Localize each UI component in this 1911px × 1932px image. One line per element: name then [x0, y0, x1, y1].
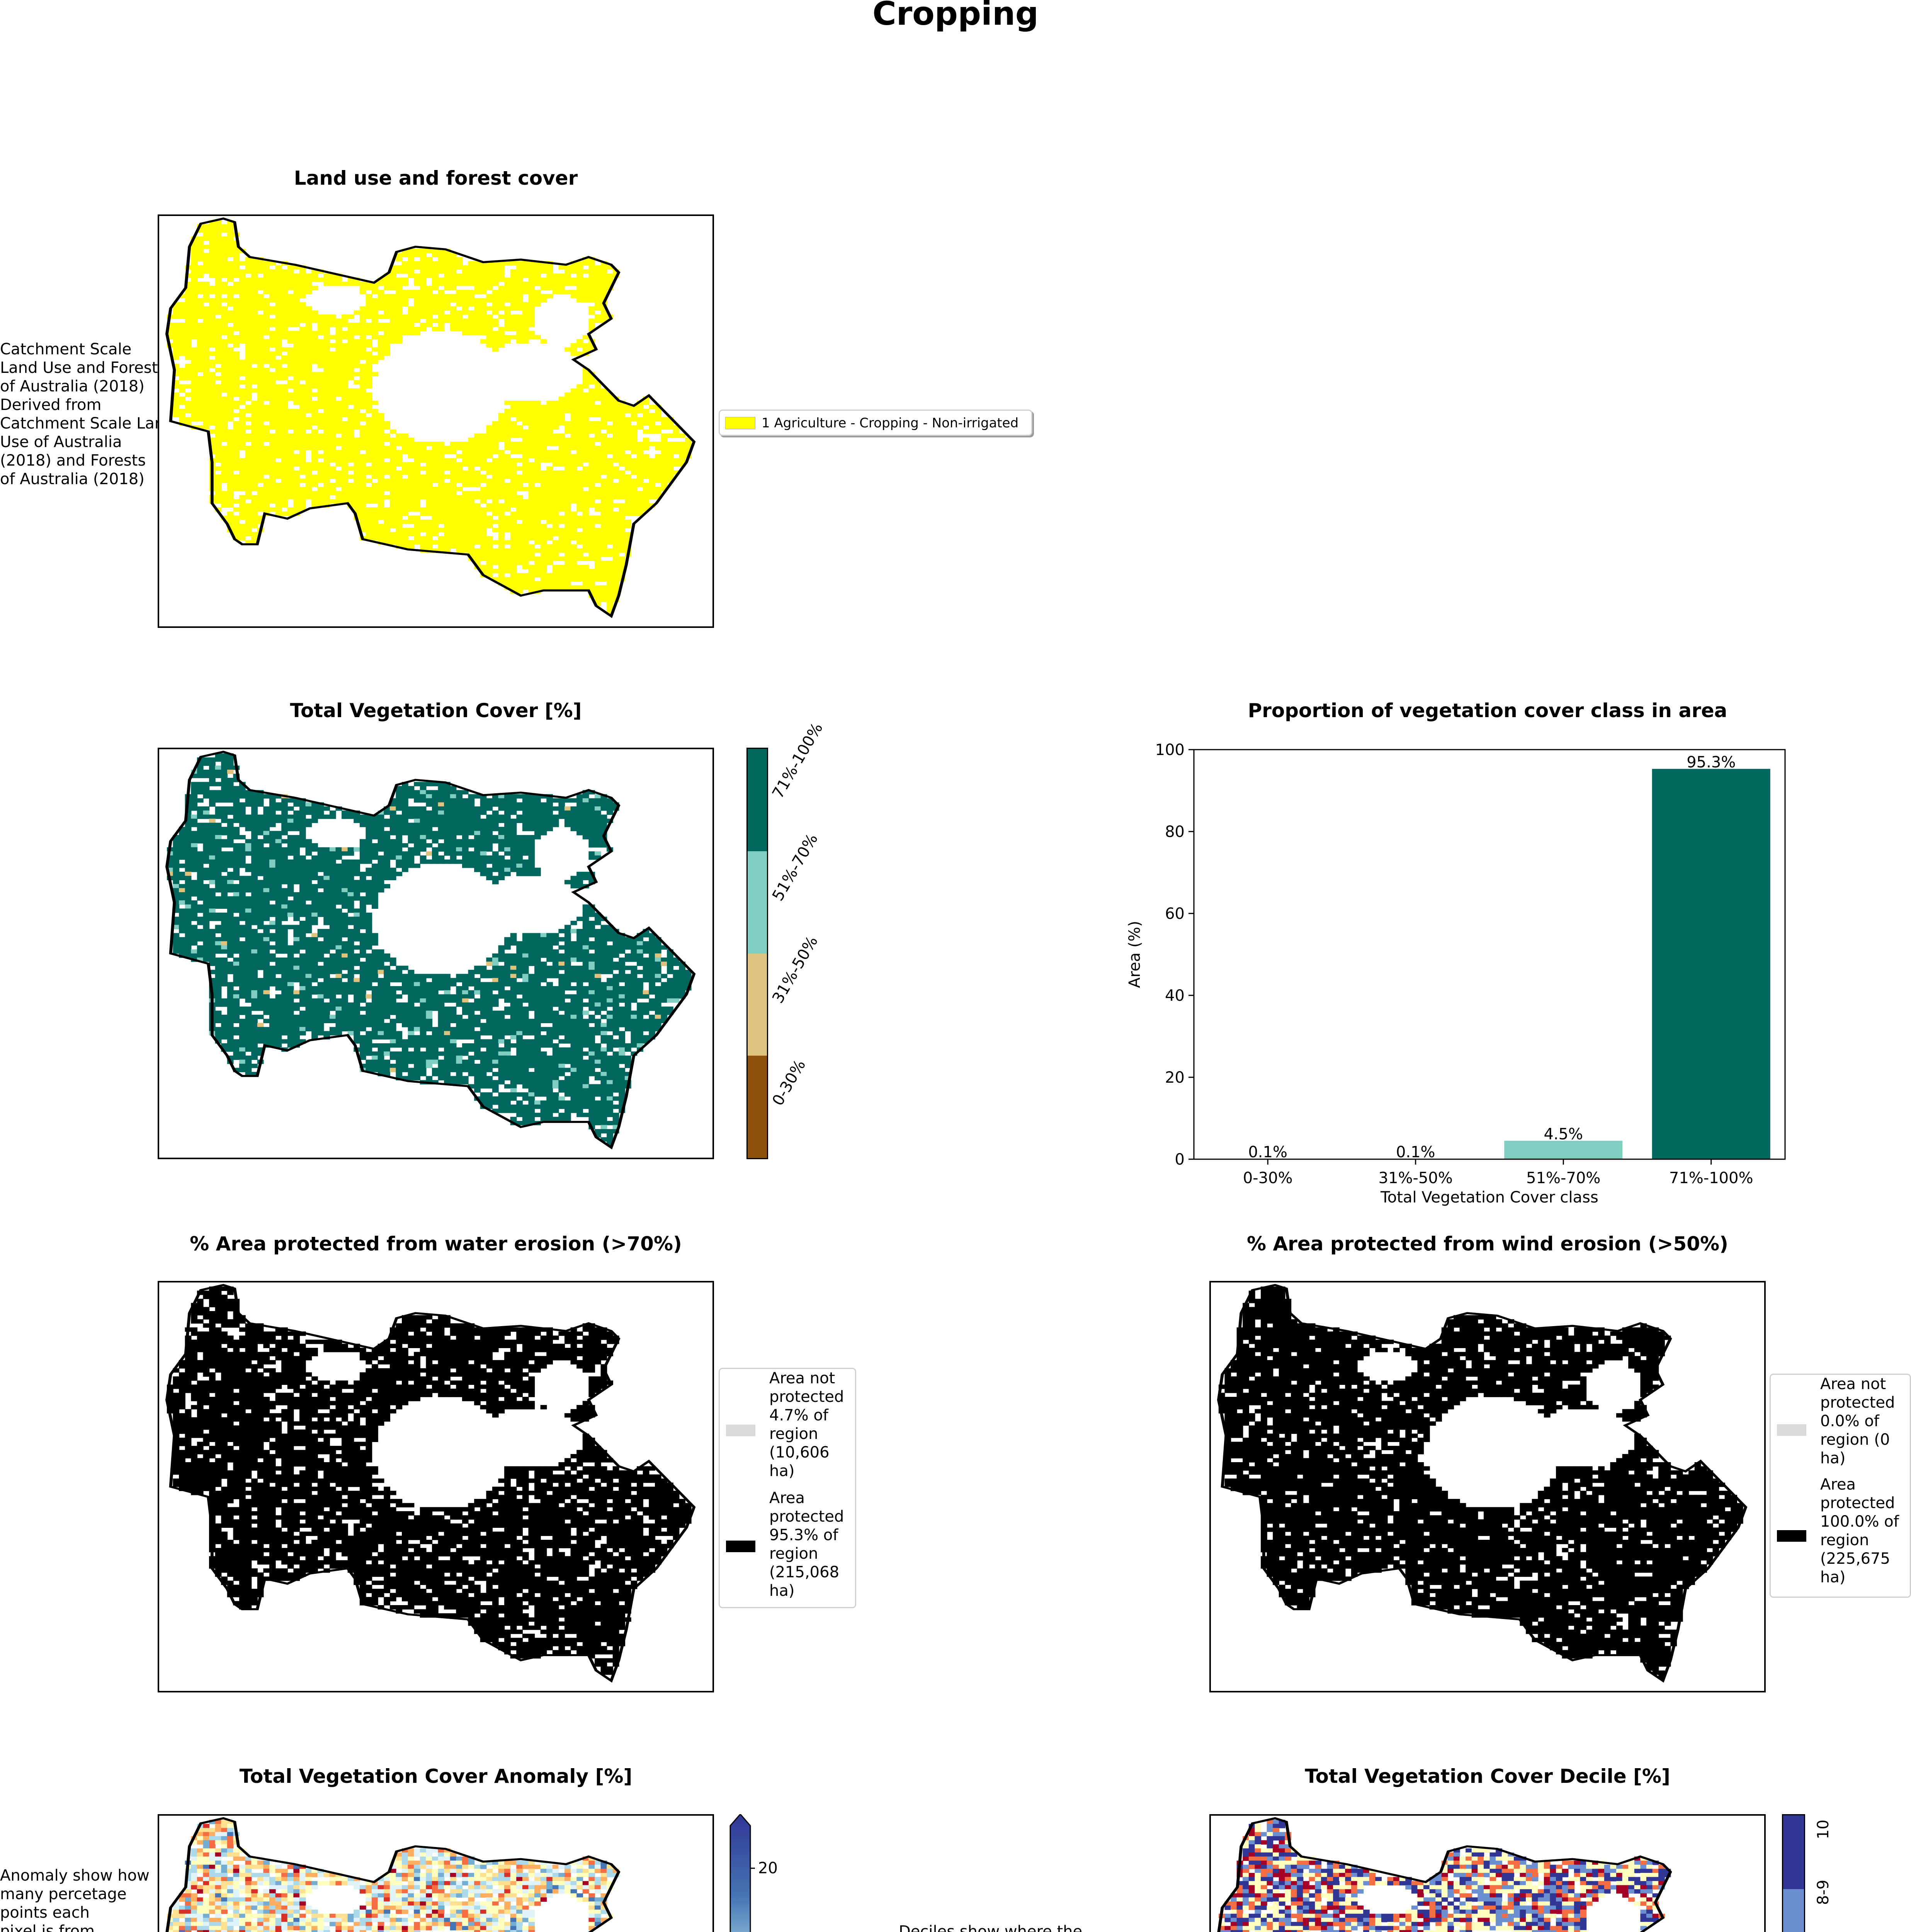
decile-map [1209, 1814, 1766, 1932]
protected-label: Area protected 95.3% of region (215,068 ha) [769, 1489, 854, 1600]
bar-chart-title: Proportion of vegetation cover class in area [1194, 699, 1781, 722]
y-axis-label: Area (%) [1126, 921, 1144, 988]
x-tick-label: 31%-50% [1379, 1169, 1453, 1187]
wind-erosion-legend [1770, 1374, 1911, 1598]
anomaly-note: Anomaly show how many percetage points each pixel is from [0, 1866, 162, 1932]
x-tick-label: 51%-70% [1526, 1169, 1600, 1187]
y-tick-label: 40 [1165, 987, 1185, 1005]
bar-value-label: 0.1% [1396, 1143, 1435, 1161]
vegetation-class-bar-chart [1105, 734, 1808, 1221]
protected-swatch [726, 1541, 755, 1552]
bar-value-label: 4.5% [1544, 1125, 1583, 1143]
wind-erosion-title: % Area protected from wind erosion (>50%) [1209, 1233, 1766, 1255]
x-axis-label: Total Vegetation Cover class [1380, 1189, 1598, 1206]
wind-erosion-map [1209, 1281, 1766, 1692]
bar-value-label: 95.3% [1687, 753, 1736, 771]
map-raster [159, 749, 712, 1158]
x-tick-label: 71%-100% [1669, 1169, 1753, 1187]
decile-tick: 10 [1814, 1820, 1832, 1839]
y-tick-label: 0 [1175, 1151, 1185, 1168]
bar-value-label: 0.1% [1248, 1143, 1287, 1161]
veg-class-label: 0-30% [769, 1057, 809, 1109]
land-use-note: Catchment Scale Land Use and Forest of Australia (2018) Derived from Catchment Scale Land Use of Australia (2018) and Forests of Australia (2018) [0, 340, 182, 488]
agriculture-swatch [725, 417, 755, 429]
not-protected-label: Area not protected 4.7% of region (10,606 ha) [769, 1369, 854, 1480]
veg-class-label: 31%-50% [769, 933, 821, 1006]
decile-tick: 8-9 [1814, 1880, 1832, 1905]
page-title: Cropping [0, 0, 1911, 32]
map-raster [1211, 1282, 1764, 1691]
anomaly-title: Total Vegetation Cover Anomaly [%] [158, 1765, 714, 1787]
protected-swatch [1777, 1530, 1806, 1542]
land-use-map [158, 214, 714, 628]
bar [1504, 1141, 1622, 1159]
y-tick-label: 60 [1165, 905, 1185, 923]
not-protected-swatch [726, 1425, 755, 1436]
map-raster [1211, 1816, 1764, 1932]
y-tick-label: 20 [1165, 1069, 1185, 1087]
not-protected-swatch [1777, 1424, 1806, 1436]
map-raster [159, 1282, 712, 1691]
water-erosion-map [158, 1281, 714, 1692]
bar [1652, 769, 1770, 1159]
veg-class-label: 51%-70% [769, 831, 821, 904]
x-tick-label: 0-30% [1243, 1169, 1293, 1187]
y-tick-label: 100 [1155, 741, 1185, 759]
veg-class-label: 71%-100% [769, 720, 826, 802]
anomaly-map [158, 1814, 714, 1932]
land-use-title: Land use and forest cover [158, 167, 714, 189]
water-erosion-title: % Area protected from water erosion (>70%) [158, 1233, 714, 1255]
water-erosion-legend [719, 1368, 856, 1608]
protected-label: Area protected 100.0% of region (225,675 ha) [1820, 1475, 1910, 1587]
map-raster [159, 1816, 712, 1932]
agriculture-legend-label: 1 Agriculture - Cropping - Non-irrigated [762, 414, 1018, 432]
decile-note: Deciles show where the [899, 1922, 1115, 1932]
decile-title: Total Vegetation Cover Decile [%] [1209, 1765, 1766, 1787]
veg-cover-map [158, 748, 714, 1159]
not-protected-label: Area not protected 0.0% of region (0 ha) [1820, 1375, 1910, 1468]
y-tick-label: 80 [1165, 823, 1185, 841]
anomaly-tick: 20 [758, 1859, 778, 1877]
decile-colorbar [1782, 1814, 1805, 1932]
land-use-legend [719, 410, 1032, 436]
veg-cover-colorbar [746, 748, 768, 1159]
veg-cover-title: Total Vegetation Cover [%] [158, 699, 714, 722]
map-raster [159, 216, 712, 626]
